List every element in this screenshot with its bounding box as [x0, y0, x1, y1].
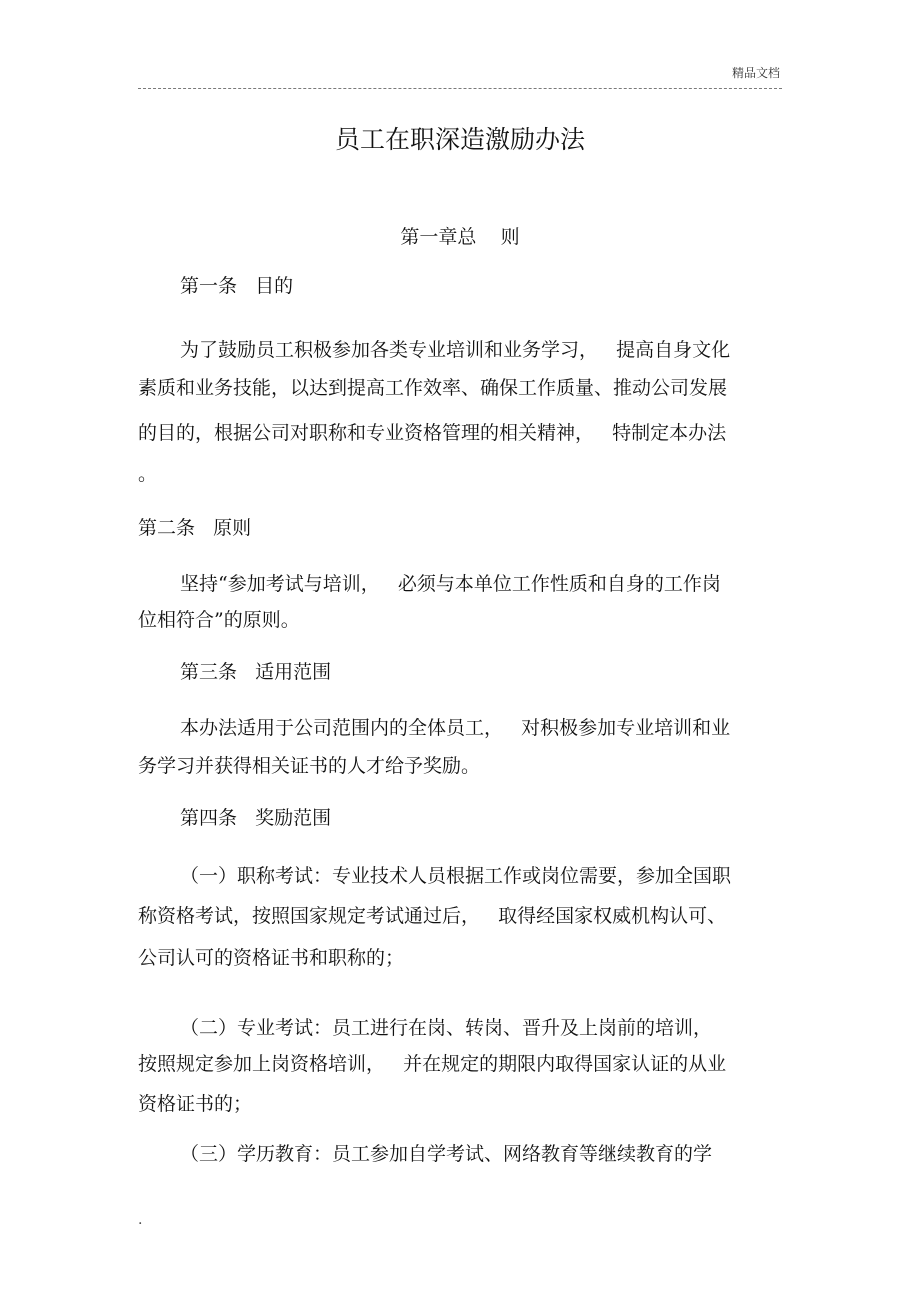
paragraph-line: 坚持“参加考试与培训， 必须与本单位工作性质和自身的工作岗 [180, 573, 721, 595]
footer-mark: . [138, 1212, 143, 1228]
article-heading: 第二条 原则 [138, 517, 252, 539]
header-divider [138, 88, 782, 89]
paragraph-line: （一）职称考试：专业技术人员根据工作或岗位需要，参加全国职 [180, 865, 732, 887]
paragraph-line: 本办法适用于公司范围内的全体员工， 对积极参加专业培训和业 [180, 717, 731, 739]
paragraph-line: （二）专业考试：员工进行在岗、转岗、晋升及上岗前的培训， [180, 1017, 713, 1039]
paragraph-line: 的目的，根据公司对职称和专业资格管理的相关精神， 特制定本办法 [138, 422, 727, 444]
paragraph-line: 位相符合”的原则。 [138, 609, 300, 631]
paragraph-line: 称资格考试，按照国家规定考试通过后， 取得经国家权威机构认可、 [138, 905, 727, 927]
chapter-heading: 第一章总 则 [400, 226, 520, 248]
paragraph-line: 务学习并获得相关证书的人才给予奖励。 [138, 755, 481, 777]
document-title: 员工在职深造激励办法 [334, 125, 585, 154]
article-heading: 第三条 适用范围 [180, 661, 332, 683]
paragraph-line: （三）学历教育：员工参加自学考试、网络教育等继续教育的学 [180, 1143, 713, 1165]
paragraph-line: 素质和业务技能，以达到提高工作效率、确保工作质量、推动公司发展 [138, 377, 728, 399]
article-heading: 第一条 目的 [180, 275, 294, 297]
article-heading: 第四条 奖励范围 [180, 807, 332, 829]
paragraph-line: 为了鼓励员工积极参加各类专业培训和业务学习， 提高自身文化 [180, 339, 731, 361]
header-label: 精品文档 [731, 66, 780, 80]
paragraph-line: 公司认可的资格证书和职称的； [138, 947, 405, 969]
paragraph-line: 。 [138, 463, 158, 485]
paragraph-line: 资格证书的； [138, 1093, 253, 1115]
paragraph-line: 按照规定参加上岗资格培训， 并在规定的期限内取得国家认证的从业 [138, 1053, 727, 1075]
